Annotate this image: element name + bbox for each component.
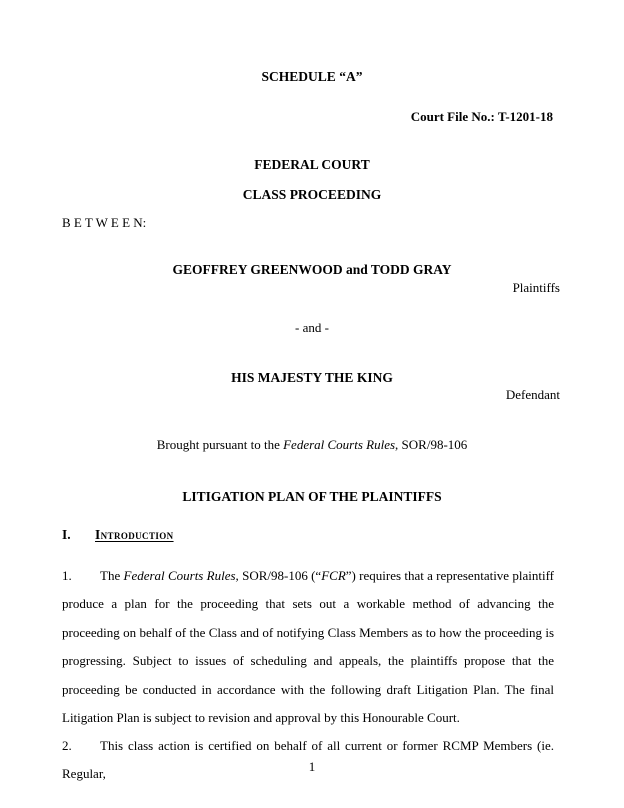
defendant-name: HIS MAJESTY THE KING [231,370,393,385]
and-separator: - and - [295,320,329,335]
proceeding-type: CLASS PROCEEDING [242,187,382,202]
defendant-role-label: Defendant [505,387,560,402]
paragraph-2-number: 2. [62,738,72,753]
document-title: LITIGATION PLAN OF THE PLAINTIFFS [182,489,442,504]
schedule-label: SCHEDULE “A” [261,69,363,84]
section-title: Introduction [95,527,174,542]
between-label: B E T W E E N: [62,215,147,230]
paragraph-1-text: The Federal Courts Rules, SOR/98-106 (“FCR”) requires that a representative plaintiff produce a plan for the proceeding that sets out a workable method of advancing the proceeding on behalf of the Class and of notifying Class Members as to how the proceeding is progressing. Subject to issues of scheduling and appeals, the plaintiffs propose that the proceeding be conducted in accordance with the following draft Litigation Plan. The final Litigation Plan is subject to revision and approval by this Honourable Court. [62,568,555,726]
section-numeral: I. [62,527,71,542]
page-number: 1 [308,759,316,774]
section-heading [62,527,174,543]
plaintiffs-names: GEOFFREY GREENWOOD and TODD GRAY [172,262,452,277]
paragraph-2-text: This class action is certified on behalf of all current or former RCMP Members (ie. Regular, [62,738,554,782]
court-file-number: Court File No.: T-1201-18 [410,109,553,124]
pursuant-line: Brought pursuant to the Federal Courts Rules, SOR/98-106 [156,437,468,452]
court-name: FEDERAL COURT [254,157,370,172]
plaintiffs-role-label: Plaintiffs [512,280,560,295]
paragraph-1 [62,562,554,732]
paragraph-1-number: 1. [62,568,72,583]
